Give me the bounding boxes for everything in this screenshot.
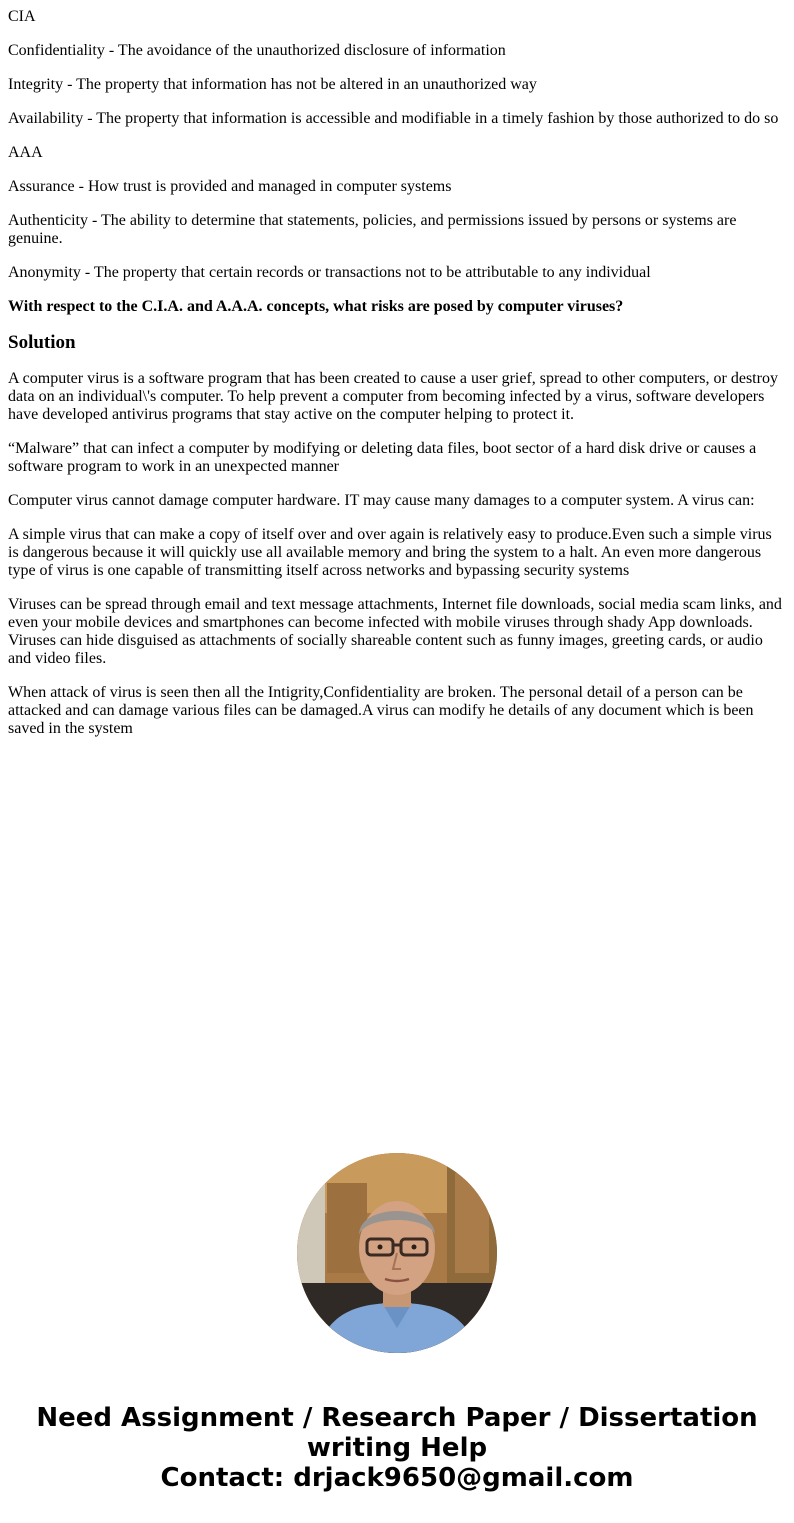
person-portrait-icon [297, 1153, 497, 1353]
solution-paragraph: A simple virus that can make a copy of itself over and over again is relatively easy to produce.Even such a simple virus is dangerous because it will quickly use all available memory and bring the system to a halt. An even more dangerous type of virus is one capable of transmitting itself across networks and bypassing security systems [8, 526, 772, 579]
contact-line: Contact: drjack9650@gmail.com [160, 1463, 634, 1493]
anonymity-definition: Anonymity - The property that certain records or transactions not to be attributable to any individual [8, 264, 651, 281]
avatar [297, 1153, 497, 1353]
availability-definition: Availability - The property that information is accessible and modifiable in a timely fashion by those authorized to do so [8, 110, 779, 127]
promo-section [0, 1153, 794, 1493]
cia-heading: CIA [8, 8, 36, 25]
solution-paragraph: Computer virus cannot damage computer hardware. IT may cause many damages to a computer system. A virus can: [8, 492, 755, 509]
question-text: With respect to the C.I.A. and A.A.A. concepts, what risks are posed by computer viruses? [8, 298, 624, 315]
solution-heading: Solution [8, 332, 76, 353]
document-body [8, 8, 784, 754]
authenticity-definition: Authenticity - The ability to determine that statements, policies, and permissions issued by persons or systems are genuine. [8, 212, 737, 247]
solution-paragraph: Viruses can be spread through email and text message attachments, Internet file downloads, social media scam links, and even your mobile devices and smartphones can become infected with mobile viruses through shady App downloads. Viruses can hide disguised as attachments of socially shareable content such as funny images, greeting cards, or audio and video files. [8, 596, 782, 667]
promo-text [0, 1403, 794, 1493]
integrity-definition: Integrity - The property that information has not be altered in an unauthorized way [8, 76, 537, 93]
solution-paragraph: “Malware” that can infect a computer by modifying or deleting data files, boot sector of a hard disk drive or causes a software program to work in an unexpected manner [8, 440, 757, 475]
promo-line: writing Help [306, 1433, 488, 1463]
promo-line: Need Assignment / Research Paper / Dissertation [36, 1403, 758, 1433]
confidentiality-definition: Confidentiality - The avoidance of the unauthorized disclosure of information [8, 42, 506, 59]
solution-paragraph: When attack of virus is seen then all the Intigrity,Confidentiality are broken. The personal detail of a person can be attacked and can damage various files can be damaged.A virus can modify he details of any document which is been saved in the system [8, 684, 754, 737]
solution-paragraph: A computer virus is a software program that has been created to cause a user grief, spread to other computers, or destroy data on an individual\'s computer. To help prevent a computer from becoming infected by a virus, software developers have developed antivirus programs that stay active on the computer helping to protect it. [8, 370, 778, 423]
assurance-definition: Assurance - How trust is provided and managed in computer systems [8, 178, 452, 195]
aaa-heading: AAA [8, 144, 43, 161]
